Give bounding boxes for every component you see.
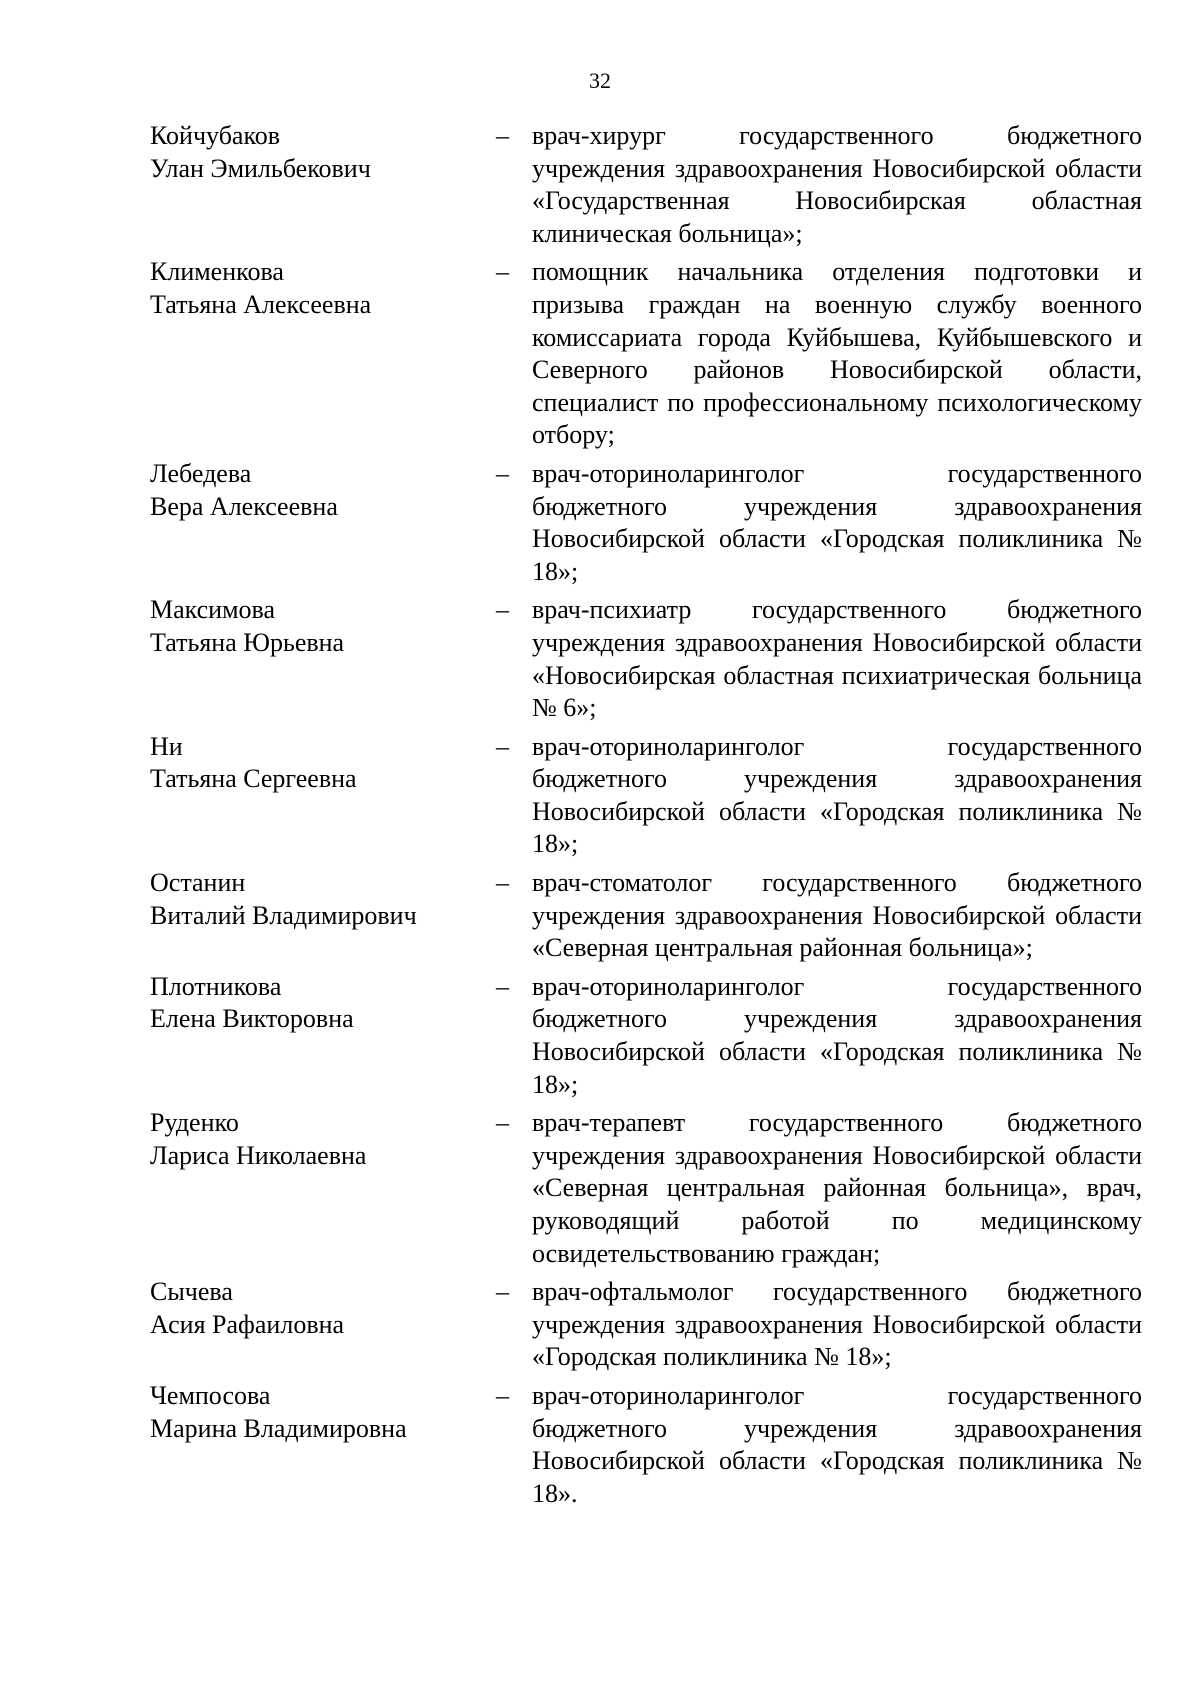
member-surname: Чемпосова [150,1380,271,1410]
dash-separator: – [496,971,509,1001]
member-given-names: Татьяна Юрьевна [150,627,345,657]
member-given-names: Лариса Николаевна [150,1140,367,1170]
member-name [150,1107,496,1172]
member-given-names: Елена Викторовна [150,1004,354,1034]
member-name [150,867,496,932]
dash-separator: – [496,121,509,150]
member-name [150,120,496,185]
list-item [150,971,1142,1101]
list-item [150,1107,1142,1270]
member-position: врач-стоматолог государственного бюджетного учреждения здравоохранения Новосибирской области «Северная центральная районная больница»; [532,868,1142,963]
member-given-names: Вера Алексеевна [150,491,338,521]
member-position: врач-оториноларинголог государственного бюджетного учреждения здравоохранения Новосибирской области «Городская поликлиника № 18». [532,1380,1142,1508]
member-name [150,731,496,796]
member-surname: Лебедева [150,458,252,488]
member-given-names: Татьяна Сергеевна [150,764,357,794]
member-name [150,458,496,523]
member-position: врач-офтальмолог государственного бюджетного учреждения здравоохранения Новосибирской области «Городская поликлиника № 18»; [532,1277,1142,1372]
member-name [150,971,496,1036]
dash-separator: – [496,1380,509,1410]
member-name [150,594,496,659]
member-surname: Максимова [150,595,276,625]
member-surname: Руденко [150,1108,239,1138]
member-given-names: Татьяна Алексеевна [150,289,372,319]
dash-separator: – [496,731,509,761]
member-position: помощник начальника отделения подготовки и призыва граждан на военную службу военного комиссариата города Куйбышева, Куйбышевского и Северного районов Новосибирской области, специалист по профессиональному психологическому отбору; [532,257,1142,450]
list-item [150,1380,1142,1510]
member-position: врач-оториноларинголог государственного бюджетного учреждения здравоохранения Новосибирской области «Городская поликлиника № 18»; [532,971,1142,1099]
page-number: 32 [589,68,611,93]
list-item [150,256,1142,452]
member-surname: Плотникова [150,971,282,1001]
member-name [150,256,496,321]
member-name [150,1276,496,1341]
dash-separator: – [496,1108,509,1138]
dash-separator: – [496,257,509,287]
list-item [150,120,1142,250]
dash-separator: – [496,868,509,898]
member-position: врач-оториноларинголог государственного бюджетного учреждения здравоохранения Новосибирской области «Городская поликлиника № 18»; [532,731,1142,859]
list-item [150,731,1142,861]
member-name [150,1380,496,1445]
member-position: врач-психиатр государственного бюджетного учреждения здравоохранения Новосибирской области «Новосибирская областная психиатрическая больница № 6»; [532,595,1142,723]
member-position: врач-оториноларинголог государственного бюджетного учреждения здравоохранения Новосибирской области «Городская поликлиника № 18»; [532,458,1142,586]
member-surname: Сычева [150,1277,233,1307]
dash-separator: – [496,458,509,488]
member-given-names: Асия Рафаиловна [150,1309,345,1339]
member-position: врач-терапевт государственного бюджетного учреждения здравоохранения Новосибирской области «Северная центральная районная больница», врач, руководящий работой по медицинскому освидетельствованию граждан; [532,1108,1142,1268]
member-position: врач-хирург государственного бюджетного учреждения здравоохранения Новосибирской области «Государственная Новосибирская областная клиническая больница»; [532,121,1142,248]
member-surname: Койчубаков [150,121,281,150]
member-list [150,120,1142,1516]
list-item [150,594,1142,724]
member-given-names: Улан Эмильбекович [150,153,371,183]
dash-separator: – [496,595,509,625]
list-item [150,1276,1142,1374]
member-surname: Ни [150,731,183,761]
dash-separator: – [496,1277,509,1307]
member-given-names: Марина Владимировна [150,1413,407,1443]
list-item [150,458,1142,588]
member-surname: Клименкова [150,257,284,287]
member-surname: Останин [150,868,246,898]
member-given-names: Виталий Владимирович [150,900,417,930]
list-item [150,867,1142,965]
